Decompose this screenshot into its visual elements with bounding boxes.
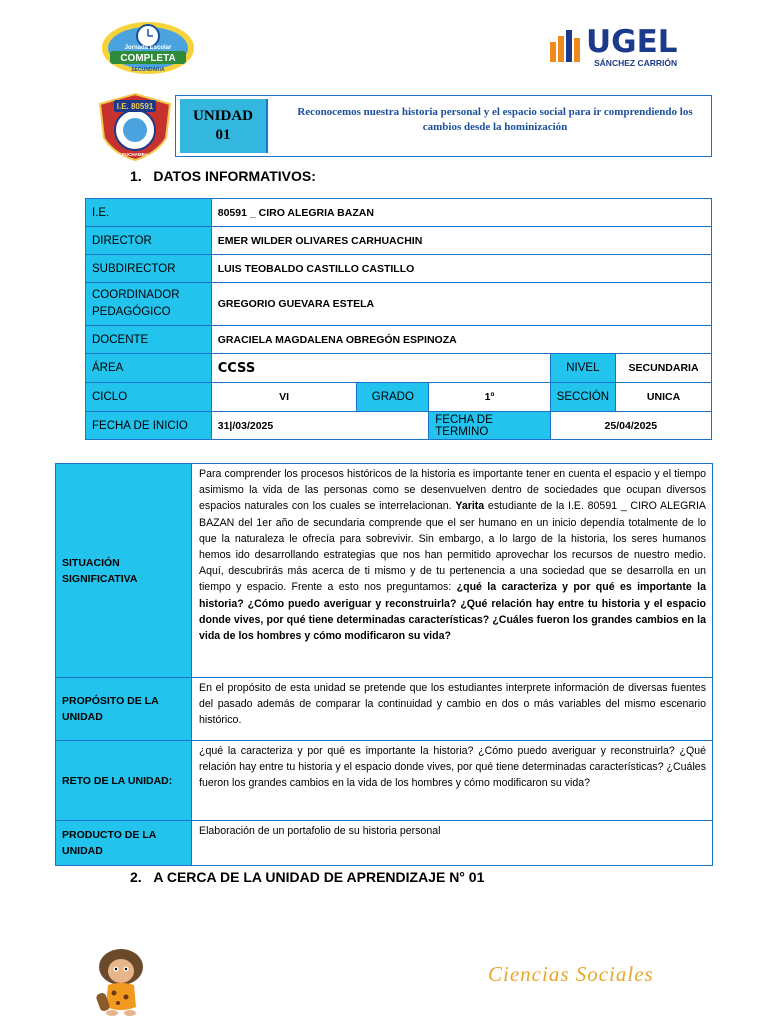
fecha-inicio-value: 31|/03/2025 (211, 412, 429, 440)
director-value: EMER WILDER OLIVARES CARHUACHIN (211, 227, 711, 255)
area-label: ÁREA (86, 354, 212, 383)
subdirector-value: LUIS TEOBALDO CASTILLO CASTILLO (211, 255, 711, 283)
reto-text: ¿qué la caracteriza y por qué es importante la historia? ¿Cómo puedo averiguar y reconstruirla? ¿Qué relación hay entre tu historia y el espacio donde vives, por qué tiene determinadas características? ¿Cuáles fueron los grandes cambios en la vida de los hombres y cómo modificaron su vida? (192, 741, 713, 821)
producto-label: PRODUCTO DE LA UNIDAD (56, 821, 192, 866)
table-row (86, 412, 712, 440)
docente-label: DOCENTE (86, 326, 212, 354)
situacion-label: SITUACIÓN SIGNIFICATIVA (56, 464, 192, 678)
caveman-illustration (90, 945, 152, 1017)
seccion-label: SECCIÓN (550, 383, 615, 412)
docente-value: GRACIELA MAGDALENA OBREGÓN ESPINOZA (211, 326, 711, 354)
jec-logo-line2: COMPLETA (120, 53, 176, 64)
ciclo-value: VI (211, 383, 357, 412)
ie-label: I.E. (86, 199, 212, 227)
unit-description-table (55, 463, 713, 866)
table-row (86, 199, 712, 227)
seccion-value: UNICA (616, 383, 712, 412)
datos-informativos-table (85, 198, 712, 440)
section-2-number: 2. (130, 869, 142, 885)
grado-value: 1º (429, 383, 550, 412)
proposito-label: PROPÓSITO DE LA UNIDAD (56, 678, 192, 741)
reto-label: RETO DE LA UNIDAD: (56, 741, 192, 821)
footer-ciencias-sociales: Ciencias Sociales (488, 962, 654, 986)
school-badge-bottom-text: PUCHAMBA (121, 152, 149, 157)
unit-label: UNIDAD (193, 108, 253, 124)
table-row (86, 283, 712, 326)
unit-label-box (180, 99, 268, 153)
table-row (86, 255, 712, 283)
subdirector-label: SUBDIRECTOR (86, 255, 212, 283)
situacion-text: Para comprender los procesos históricos de la historia es importante tener en cuenta el espacio y el tiempo asimismo la vida de las personas como se desenvuelven dentro de sociedades que ocupan diversos espacios naturales con los cuales se interrelacionan. Yarita estudiante de la I.E. 80591 _ CIRO ALEGRIA BAZAN del 1er año de secundaria comprende que el ser humano en un inicio dependía totalmente de lo que la naturaleza le ofrecía para sobrevivir. Sin embargo, a lo largo de la historia, los seres humanos hemos ido desarrollando estrategias que nos han permitido aprovechar los recursos de nuestro medio. Aquí, descubrirás más acerca de ti mismo y de tu pertenencia a una sociedad que se desarrolla en un tiempo y espacio. Frente a esto nos preguntamos: ¿qué la caracteriza y por qué es importante la historia? ¿Cómo puedo averiguar y reconstruirla? ¿Qué relación hay entre tu historia y el espacio donde vives, por qué tiene determinadas características? ¿Cuáles fueron los grandes cambios en la vida de los hombres y cómo modificaron su vida? (192, 464, 713, 678)
proposito-text: En el propósito de esta unidad se pretende que los estudiantes interprete información de diversas fuentes del pasado además de comparar la continuidad y cambio en dos o más variables del mismo escenario histórico. (192, 678, 713, 741)
school-badge-logo (96, 92, 174, 162)
section-2-title: A CERCA DE LA UNIDAD DE APRENDIZAJE N° 01 (153, 869, 485, 885)
table-row (86, 227, 712, 255)
jec-logo-line3: SECUNDARIA (131, 67, 165, 73)
section-1-title: DATOS INFORMATIVOS: (153, 168, 316, 184)
coordinador-value: GREGORIO GUEVARA ESTELA (211, 283, 711, 326)
ugel-subtitle: SÁNCHEZ CARRIÓN (594, 58, 678, 68)
grado-label: GRADO (357, 383, 429, 412)
fecha-termino-value: 25/04/2025 (550, 412, 711, 440)
ciclo-label: CICLO (86, 383, 212, 412)
director-label: DIRECTOR (86, 227, 212, 255)
coordinador-label: COORDINADOR PEDAGÓGICO (86, 283, 212, 326)
table-row (86, 383, 712, 412)
nivel-value: SECUNDARIA (616, 354, 712, 383)
section-1-number: 1. (130, 168, 142, 184)
ie-value: 80591 _ CIRO ALEGRIA BAZAN (211, 199, 711, 227)
ugel-emblem-icon (548, 28, 586, 64)
table-row (56, 821, 713, 866)
unit-title: Reconocemos nuestra historia personal y el espacio social para ir comprendiendo los cambios desde la hominización (297, 106, 693, 133)
producto-text: Elaboración de un portafolio de su historia personal (192, 821, 713, 866)
table-row (56, 678, 713, 741)
table-row (56, 464, 713, 678)
table-row (86, 354, 712, 383)
area-value: CCSS (211, 354, 550, 383)
section-2-heading (130, 869, 484, 885)
table-row (56, 741, 713, 821)
ugel-title: UGEL (586, 24, 678, 60)
fecha-inicio-label: FECHA DE INICIO (86, 412, 212, 440)
jornada-escolar-completa-logo (100, 18, 196, 76)
nivel-label: NIVEL (550, 354, 615, 383)
unit-number: 01 (215, 127, 231, 143)
table-row (86, 326, 712, 354)
school-badge-text: I.E. 80591 (116, 102, 154, 111)
jec-logo-line1: Jornada Escolar (124, 45, 172, 51)
section-1-heading (130, 168, 316, 184)
ugel-logo (548, 26, 678, 70)
fecha-termino-label: FECHA DE TERMINO (429, 412, 550, 440)
